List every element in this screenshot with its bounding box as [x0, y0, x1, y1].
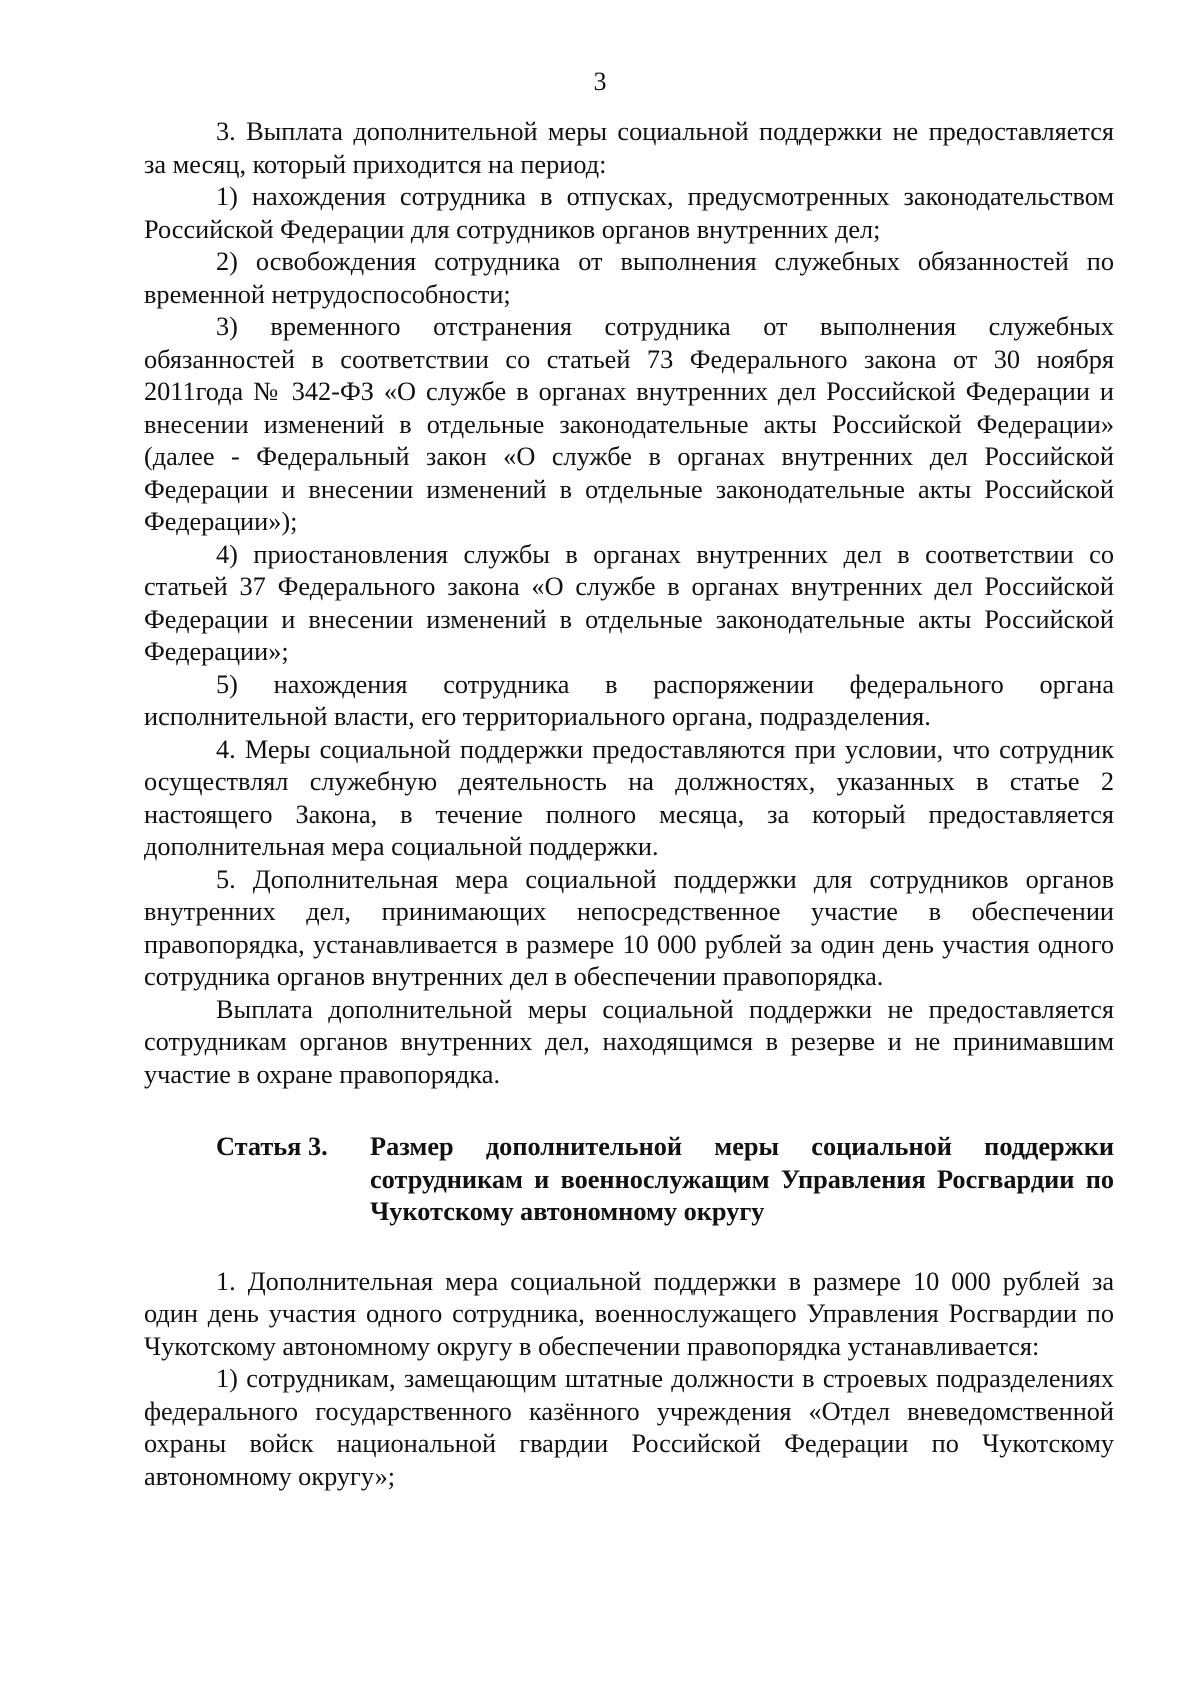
list-item: 2) освобождения сотрудника от выполнения служебных обязанностей по временной нетрудоспособности; [144, 247, 1114, 309]
article-label: Статья 3. [216, 1132, 328, 1161]
article-title: Размер дополнительной меры социальной поддержки сотрудникам и военнослужащим Управления Росгвардии по Чукотскому автономному округу [370, 1132, 1114, 1226]
list-item: 1) сотрудникам, замещающим штатные должности в строевых подразделениях федерального государственного казённого учреждения «Отдел вневедомственной охраны войск национальной гвардии Российской Федерации по Чукотскому автономному округу»; [144, 1364, 1114, 1491]
paragraph: 5. Дополнительная мера социальной поддержки для сотрудников органов внутренних дел, принимающих непосредственное участие в обеспечении правопорядка, устанавливается в размере 10 000 рублей за один день участия одного сотрудника органов внутренних дел в обеспечении правопорядка. [144, 864, 1114, 991]
list-item: 3) временного отстранения сотрудника от выполнения служебных обязанностей в соответствии со статьей 73 Федерального закона от 30 ноября 2011года № 342-ФЗ «О службе в органах внутренних дел Российской Федерации и внесении изменений в отдельные законодательные акты Российской Федерации» (далее - Федеральный закон «О службе в органах внутренних дел Российской Федерации и внесении изменений в отдельные законодательные акты Российской Федерации»); [144, 312, 1114, 536]
list-item: 5) нахождения сотрудника в распоряжении федерального органа исполнительной власти, его территориального органа, подразделения. [144, 669, 1114, 731]
paragraph: 3. Выплата дополнительной меры социальной поддержки не предоставляется за месяц, который приходится на период: [144, 117, 1114, 179]
article-heading [144, 1131, 1114, 1229]
paragraph: 4. Меры социальной поддержки предоставляются при условии, что сотрудник осуществлял служебную деятельность на должностях, указанных в статье 2 настоящего Закона, в течение полного месяца, за который предоставляется дополнительная мера социальной поддержки. [144, 734, 1114, 861]
paragraph: Выплата дополнительной меры социальной поддержки не предоставляется сотрудникам органов внутренних дел, находящимся в резерве и не принимавшим участие в охране правопорядка. [144, 994, 1114, 1089]
list-item: 4) приостановления службы в органах внутренних дел в соответствии со статьей 37 Федерального закона «О службе в органах внутренних дел Российской Федерации и внесении изменений в отдельные законодательные акты Российской Федерации»; [144, 539, 1114, 666]
list-item: 1) нахождения сотрудника в отпусках, предусмотренных законодательством Российской Федерации для сотрудников органов внутренних дел; [144, 182, 1114, 244]
paragraph: 1. Дополнительная мера социальной поддержки в размере 10 000 рублей за один день участия одного сотрудника, военнослужащего Управления Росгвардии по Чукотскому автономному округу в обеспечении правопорядка устанавливается: [144, 1266, 1114, 1361]
page-number: 3 [593, 67, 607, 96]
document-body [144, 116, 1114, 1493]
